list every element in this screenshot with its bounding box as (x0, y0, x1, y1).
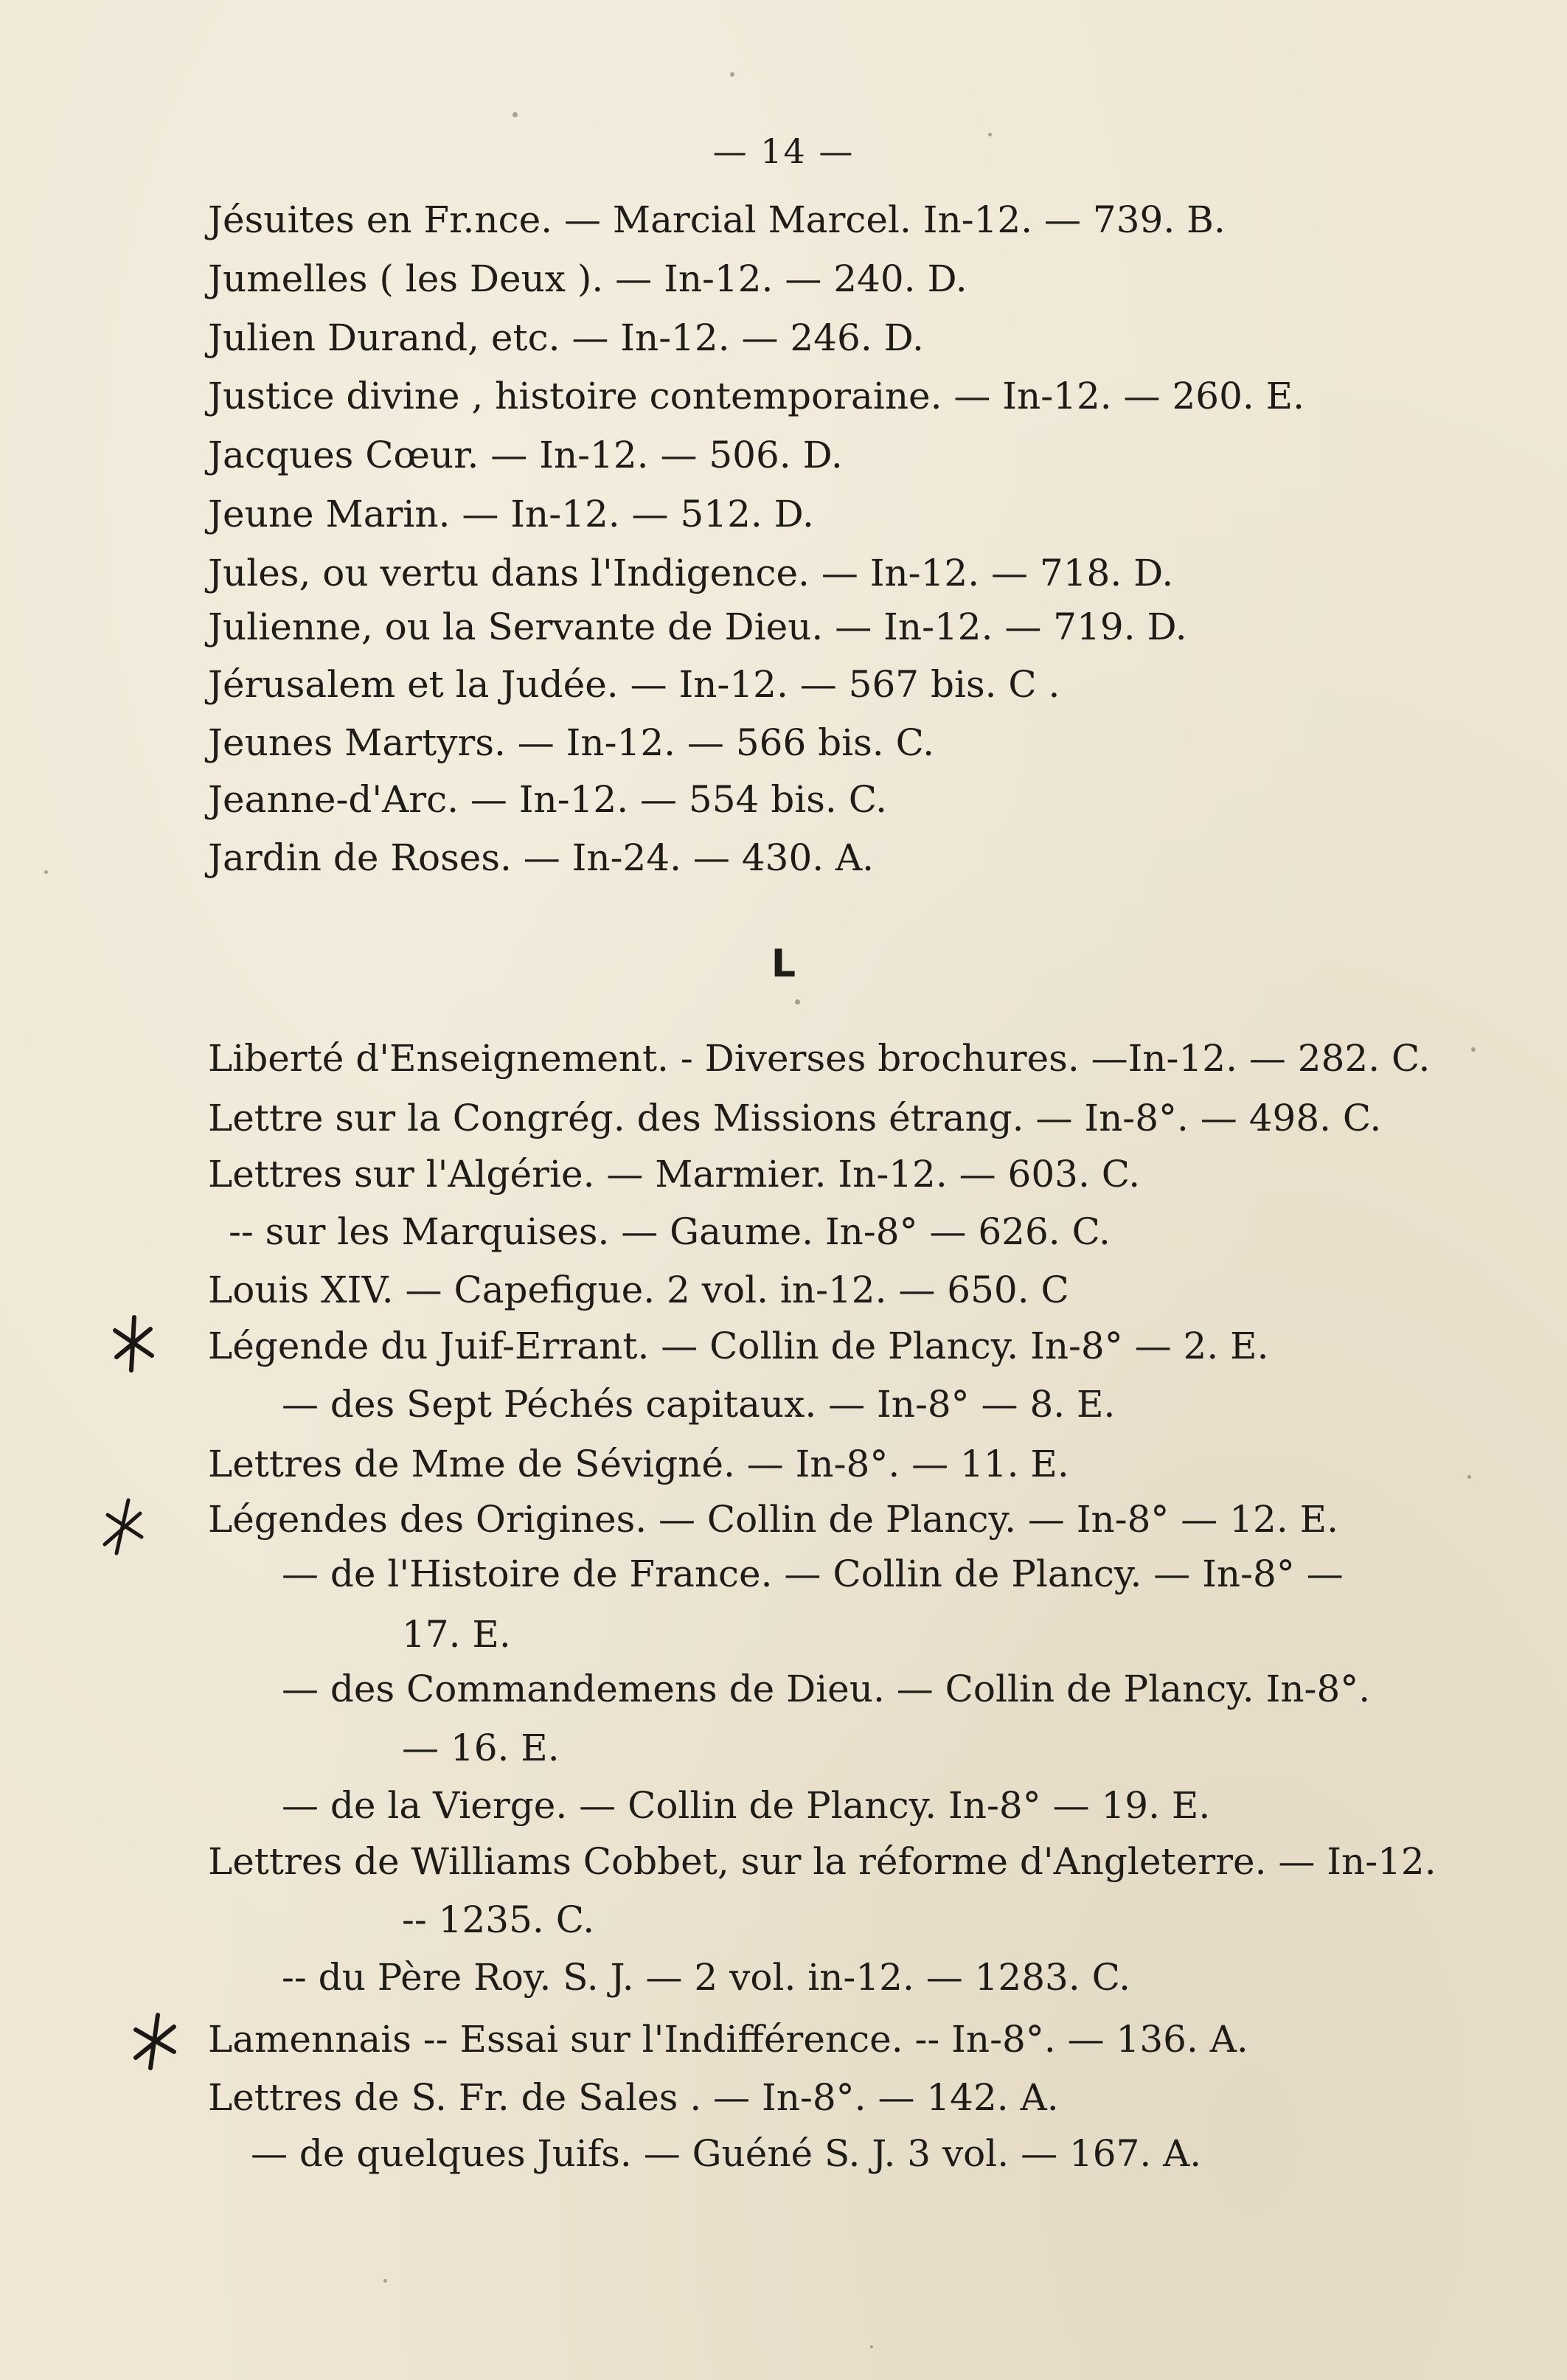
entry-line: -- du Père Roy. S. J. — 2 vol. in-12. — 1283. C. (282, 1956, 1131, 1999)
page-number: — 14 — (712, 131, 855, 171)
paper-speck (870, 2345, 873, 2348)
entry-line: Légendes des Origines. — Collin de Plancy. — In-8° — 12. E. (208, 1498, 1339, 1541)
paper-speck (513, 112, 518, 117)
paper-speck (730, 72, 734, 77)
handwritten-asterisk-icon (131, 2012, 178, 2071)
entry-line: -- 1235. C. (402, 1898, 595, 1941)
entry-line: Jacques Cœur. — In-12. — 506. D. (208, 434, 843, 476)
entry-line: Lettres sur l'Algérie. — Marmier. In-12. — 603. C. (208, 1153, 1141, 1196)
entry-line: — de quelques Juifs. — Guéné S. J. 3 vol. — 167. A. (251, 2132, 1202, 2175)
entry-line: Jardin de Roses. — In-24. — 430. A. (208, 836, 875, 879)
entry-line: Jumelles ( les Deux ). — In-12. — 240. D. (208, 257, 967, 300)
entry-line: — de la Vierge. — Collin de Plancy. In-8° — 19. E. (282, 1784, 1211, 1827)
handwritten-asterisk-icon (100, 1497, 147, 1556)
entry-line: Justice divine , histoire contemporaine. — In-12. — 260. E. (208, 375, 1305, 417)
entry-line: -- sur les Marquises. — Gaume. In-8° — 626. C. (229, 1210, 1111, 1253)
entry-line: Jérusalem et la Judée. — In-12. — 567 bis. C . (208, 663, 1060, 706)
paper-speck (795, 999, 800, 1005)
entry-line: Lamennais -- Essai sur l'Indifférence. -- In-8°. — 136. A. (208, 2018, 1248, 2061)
entry-line: — des Sept Péchés capitaux. — In-8° — 8. E. (282, 1383, 1116, 1426)
entry-line: — de l'Histoire de France. — Collin de Plancy. — In-8° — (282, 1552, 1344, 1595)
paper-speck (44, 870, 48, 874)
entry-line: Liberté d'Enseignement. - Diverses brochures. —In-12. — 282. C. (208, 1037, 1431, 1080)
entry-line: Lettre sur la Congrég. des Missions étrang. — In-8°. — 498. C. (208, 1097, 1382, 1139)
entry-line: Jésuites en Fr.nce. — Marcial Marcel. In-12. — 739. B. (208, 198, 1226, 241)
entry-line: — des Commandemens de Dieu. — Collin de Plancy. In-8°. (282, 1668, 1371, 1710)
entry-line: Lettres de Mme de Sévigné. — In-8°. — 11. E. (208, 1443, 1069, 1485)
entry-line: — 16. E. (402, 1727, 560, 1769)
entry-line: Lettres de S. Fr. de Sales . — In-8°. — 142. A. (208, 2076, 1059, 2119)
entry-line: Lettres de Williams Cobbet, sur la réforme d'Angleterre. — In-12. (208, 1840, 1436, 1883)
entry-line: Légende du Juif-Errant. — Collin de Plancy. In-8° — 2. E. (208, 1325, 1269, 1367)
entry-line: Jules, ou vertu dans l'Indigence. — In-12. — 718. D. (208, 552, 1174, 594)
paper-speck (1467, 1475, 1471, 1479)
entry-line: Jeanne-d'Arc. — In-12. — 554 bis. C. (208, 778, 888, 821)
entry-line: Jeune Marin. — In-12. — 512. D. (208, 493, 814, 535)
paper-speck (1471, 1047, 1476, 1052)
section-letter: L (771, 942, 796, 986)
entry-line: Jeunes Martyrs. — In-12. — 566 bis. C. (208, 721, 934, 764)
entry-line: Julien Durand, etc. — In-12. — 246. D. (208, 316, 924, 359)
paper-speck (383, 2279, 387, 2283)
entry-line: Julienne, ou la Servante de Dieu. — In-12. — 719. D. (208, 606, 1187, 648)
entry-line: 17. E. (402, 1613, 511, 1656)
entry-line: Louis XIV. — Capefigue. 2 vol. in-12. — 650. C (208, 1269, 1069, 1311)
paper-speck (988, 133, 992, 136)
handwritten-asterisk-icon (109, 1314, 156, 1373)
